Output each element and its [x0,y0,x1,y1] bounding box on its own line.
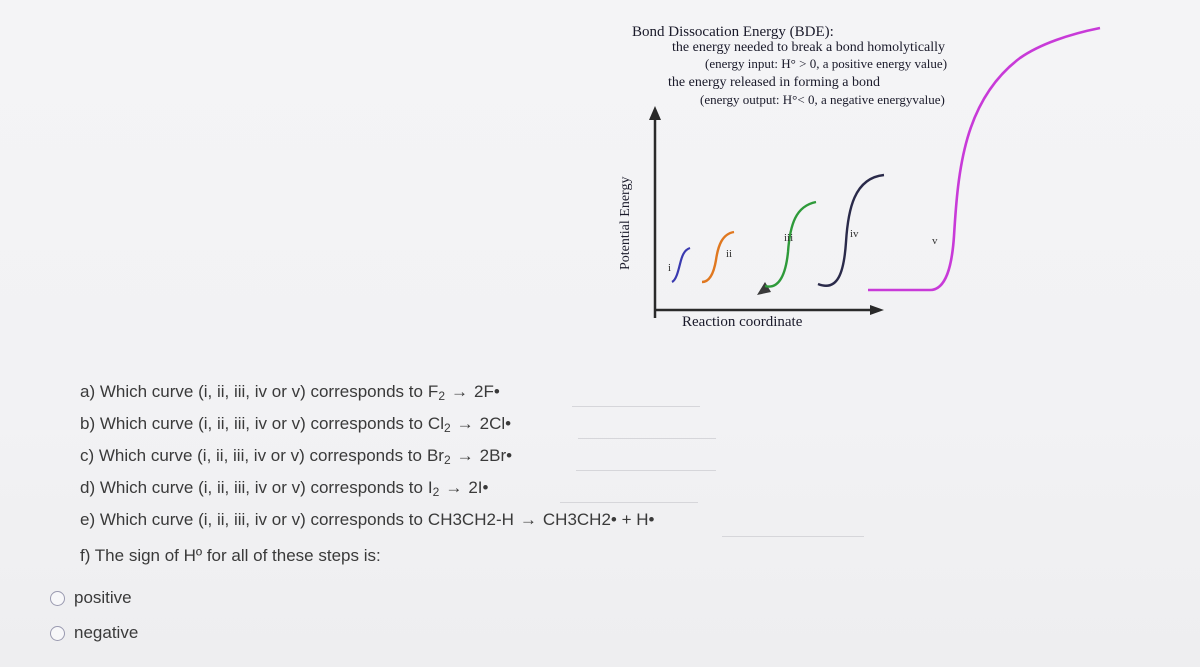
option-negative[interactable] [50,623,138,643]
x-axis-arrow [870,305,884,315]
reaction-arrow: → [456,446,474,465]
question-e-reactant: CH3CH2-H [427,510,514,529]
option-positive[interactable] [50,588,132,608]
bde-definition-break: the energy needed to break a bond homolytically [672,40,946,55]
question-c-formula: $Br_2$ [426,446,451,467]
radio-positive[interactable] [50,591,65,606]
question-c-text: c) Which curve (i, ii, iii, iv or v) corresponds to [80,446,422,465]
bde-title: Bond Dissocation Energy (BDE): [632,24,834,40]
question-d [80,478,488,499]
curve-iii [765,202,816,287]
question-d-text: d) Which curve (i, ii, iii, iv or v) corresponds to [80,478,423,497]
question-d-product: 2I• [468,478,489,497]
question-d-formula: $I_2$ [427,478,440,499]
answer-field-e[interactable] [722,508,864,537]
question-e-product: CH3CH2• + H• [542,510,655,529]
answer-field-c[interactable] [576,442,716,471]
question-b-formula: $Cl_2$ [427,414,451,435]
curve-label-iii: iii [784,232,794,244]
curve-label-v: v [932,235,938,247]
curve-i [672,248,690,282]
bde-energy-input: (energy input: H° > 0, a positive energy value) [705,56,948,71]
bde-figure [600,10,1120,345]
question-b [80,414,511,435]
option-positive-label: positive [74,588,132,607]
y-axis-arrow [649,106,661,120]
x-axis-label: Reaction coordinate [682,314,803,330]
question-e-text: e) Which curve (i, ii, iii, iv or v) corresponds to [80,510,423,529]
reaction-arrow: → [519,510,537,529]
question-a-formula: $F_2$ [427,382,445,403]
curve-label-i: i [668,262,672,274]
y-axis-label: Potential Energy [618,176,633,270]
question-c [80,446,512,467]
curve-label-ii: ii [726,248,733,260]
question-b-text: b) Which curve (i, ii, iii, iv or v) corresponds to [80,414,423,433]
bde-definition-form: the energy released in forming a bond [668,75,881,90]
small-arrow [757,282,771,295]
question-a [80,382,500,403]
answer-field-b[interactable] [578,410,716,439]
answer-field-d[interactable] [560,474,698,503]
curve-label-iv: iv [850,228,859,240]
question-f-text: f) The sign of Hº for all of these steps is: [80,546,381,565]
question-a-product: 2F• [474,382,500,401]
question-a-text: a) Which curve (i, ii, iii, iv or v) corresponds to [80,382,423,401]
reaction-arrow: → [456,414,474,433]
question-e [80,510,654,530]
answer-field-a[interactable] [572,378,700,407]
question-b-product: 2Cl• [479,414,512,433]
option-negative-label: negative [74,623,139,642]
radio-negative[interactable] [50,626,65,641]
bde-energy-output: (energy output: H°< 0, a negative energyvalue) [700,92,945,107]
reaction-arrow: → [445,478,463,497]
reaction-arrow: → [451,382,468,401]
question-f [80,546,381,566]
question-c-product: 2Br• [479,446,513,465]
